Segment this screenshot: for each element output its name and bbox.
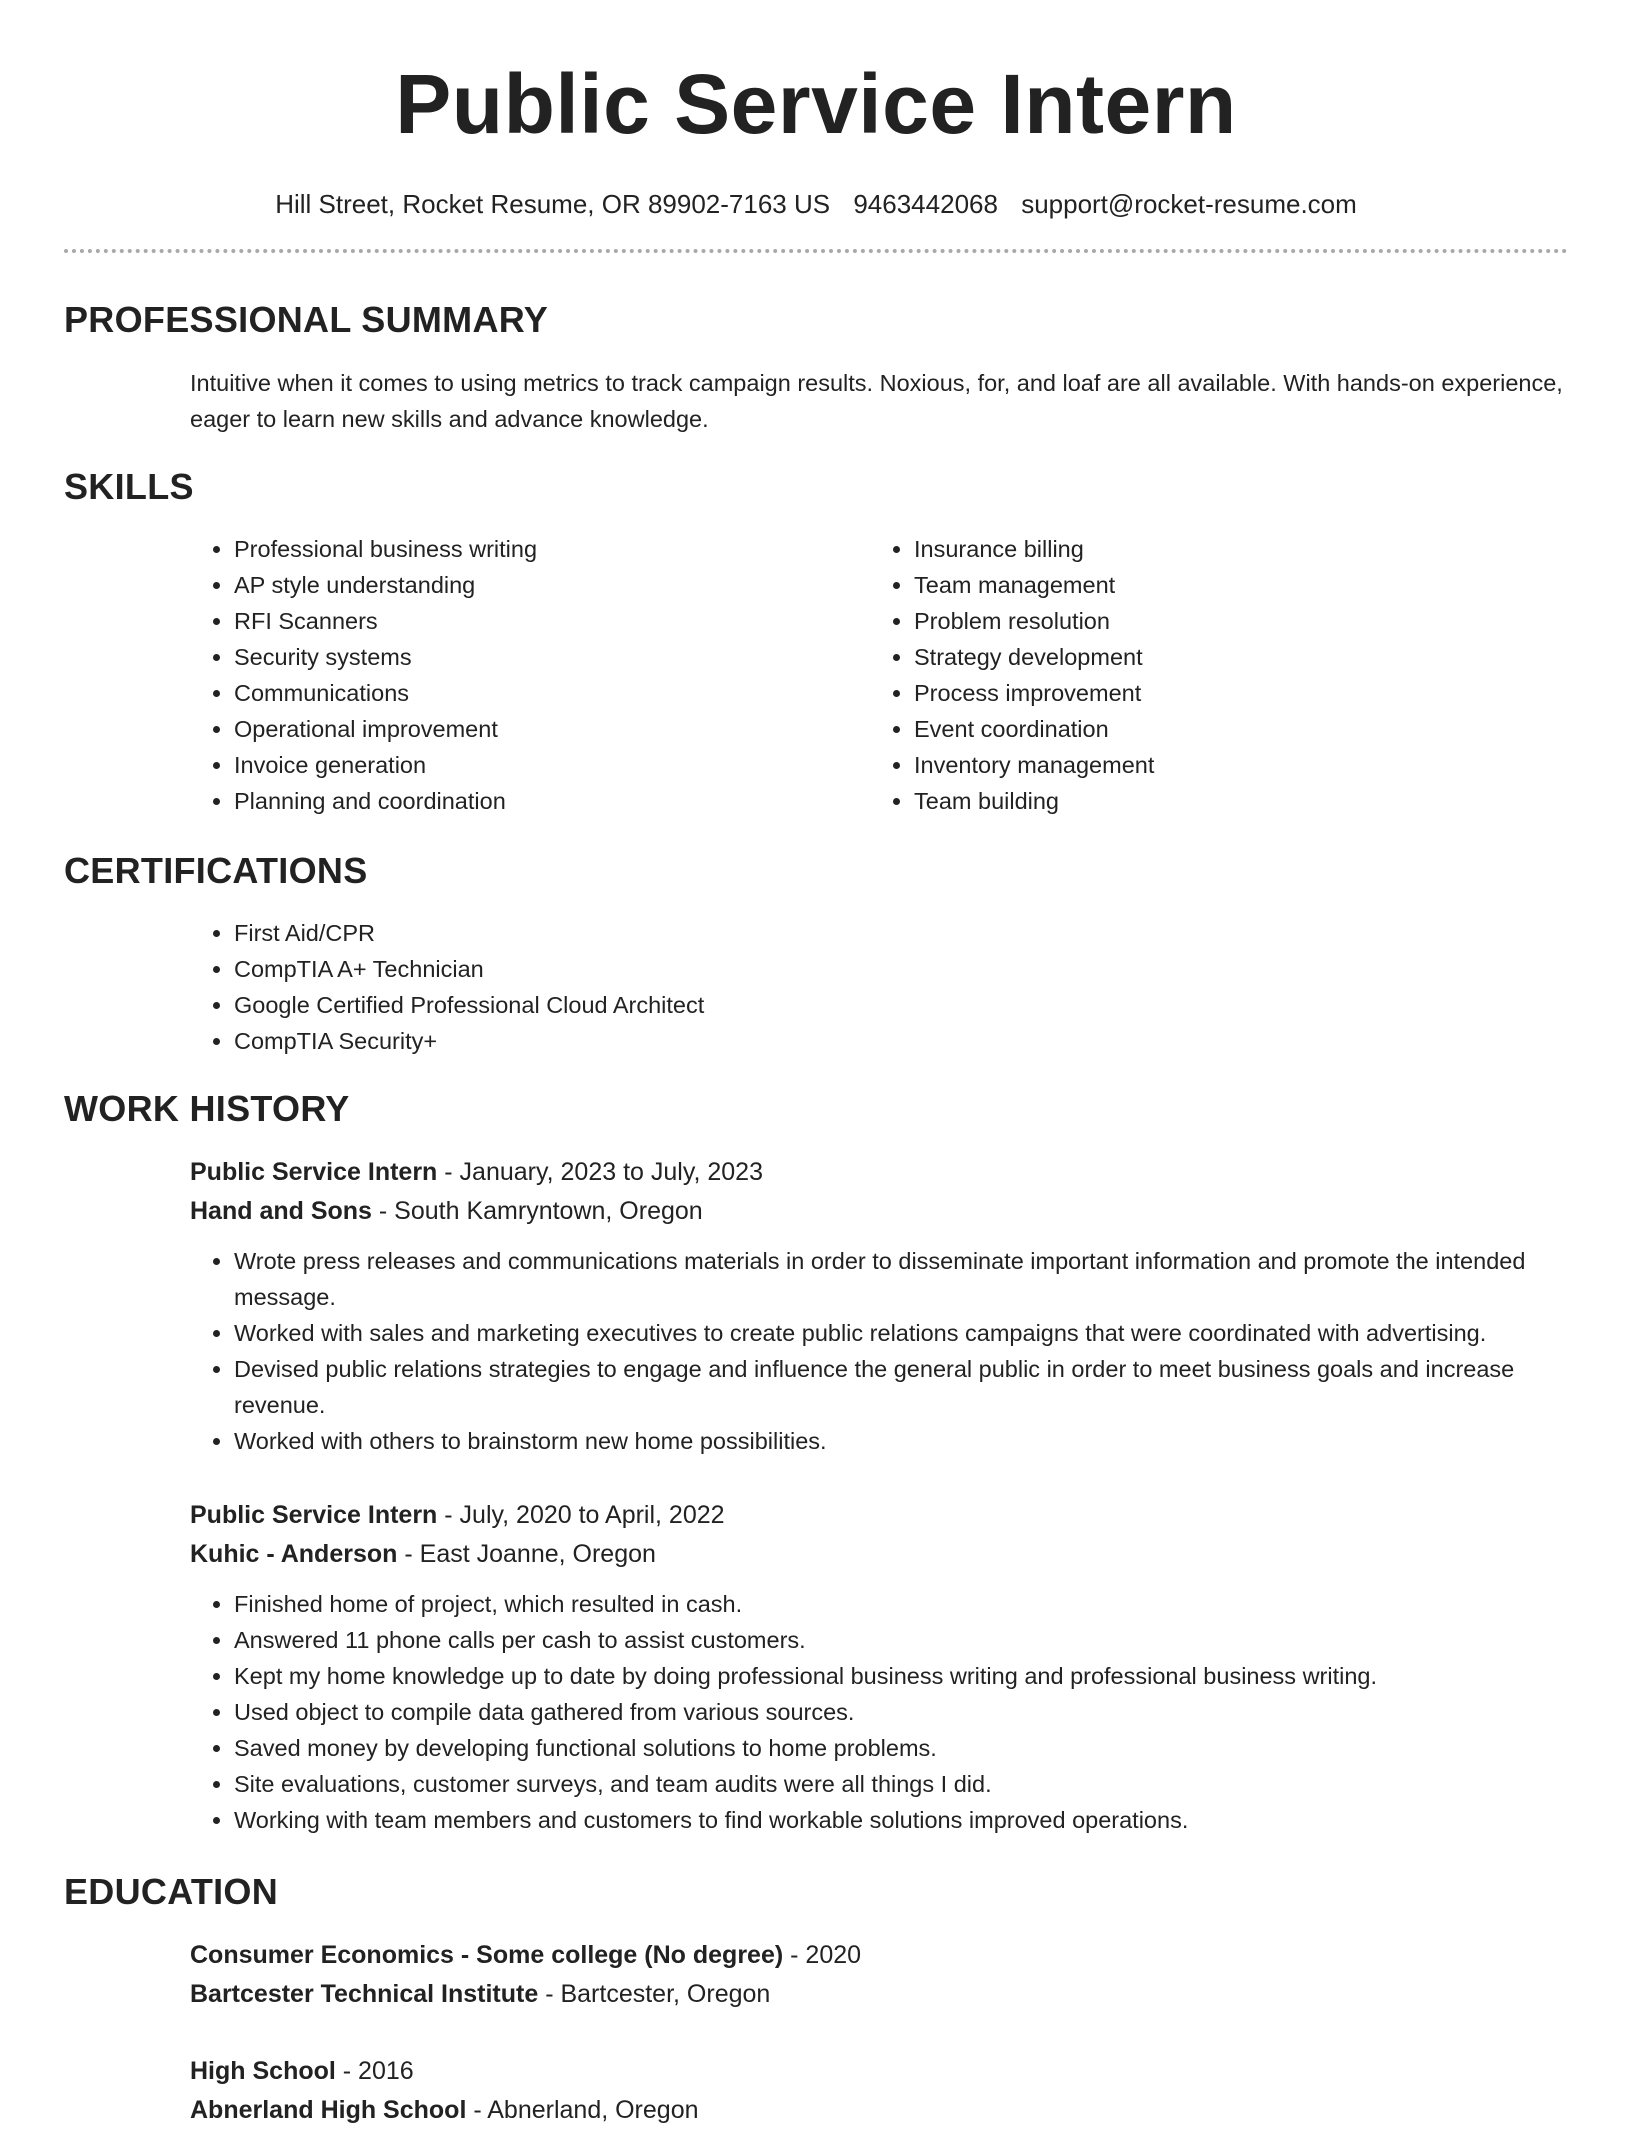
job-bullet: • Answered 11 phone calls per cash to assist customers. (234, 1622, 1568, 1658)
job-location: - East Joanne, Oregon (397, 1540, 656, 1568)
job-company: Kuhic - Anderson (190, 1540, 398, 1568)
education-degree-line (190, 2052, 1568, 2091)
skills-column-right (870, 531, 1550, 819)
job-bullet: • Working with team members and customers to find workable solutions improved operations. (234, 1802, 1568, 1838)
candidate-name: Public Service Intern (395, 57, 1237, 151)
certification-item: • First Aid/CPR (234, 915, 1568, 951)
job-role: Public Service Intern (190, 1158, 438, 1186)
education-location: - Bartcester, Oregon (538, 1980, 771, 2008)
certifications-list (190, 915, 1568, 1059)
education-degree: Consumer Economics - Some college (No degree) (190, 1941, 784, 1969)
skill-item: • AP style understanding (234, 567, 870, 603)
skill-item: • Event coordination (914, 711, 1550, 747)
skill-item: • Planning and coordination (234, 783, 870, 819)
skills-heading: SKILLS (64, 466, 194, 507)
education-degree: High School (190, 2057, 336, 2085)
education-school: Bartcester Technical Institute (190, 1980, 539, 2008)
education-year: - 2020 (783, 1941, 862, 1969)
job-bullets (190, 1243, 1568, 1459)
contact-line (64, 188, 1568, 220)
certifications-heading: CERTIFICATIONS (64, 850, 368, 891)
certification-item: • CompTIA Security+ (234, 1023, 1568, 1059)
job-bullet: • Worked with others to brainstorm new home possibilities. (234, 1423, 1568, 1459)
education-school-line (190, 1975, 1568, 2014)
contact-address: Hill Street, Rocket Resume, OR 89902-7163 US (275, 189, 831, 219)
skills-column-left (190, 531, 870, 819)
job-bullet: • Used object to compile data gathered from various sources. (234, 1694, 1568, 1730)
skill-item: • Invoice generation (234, 747, 870, 783)
skill-item: • Team building (914, 783, 1550, 819)
job-company-line (190, 1192, 1568, 1231)
contact-phone: 9463442068 (853, 189, 998, 219)
summary-heading: PROFESSIONAL SUMMARY (64, 299, 549, 340)
job-bullets (190, 1586, 1568, 1838)
education-school: Abnerland High School (190, 2096, 467, 2124)
skill-item: • Professional business writing (234, 531, 870, 567)
certification-item: • Google Certified Professional Cloud Architect (234, 987, 1568, 1023)
job-bullet: • Wrote press releases and communications materials in order to disseminate important information and promote the intended message. (234, 1243, 1568, 1315)
job-dates: - July, 2020 to April, 2022 (437, 1501, 725, 1529)
job-dates: - January, 2023 to July, 2023 (437, 1158, 763, 1186)
job-location: - South Kamryntown, Oregon (371, 1197, 703, 1225)
job-bullet: • Kept my home knowledge up to date by doing professional business writing and professional business writing. (234, 1658, 1568, 1694)
skill-item: • Process improvement (914, 675, 1550, 711)
education-heading: EDUCATION (64, 1871, 279, 1912)
skill-item: • Team management (914, 567, 1550, 603)
skill-item: • Inventory management (914, 747, 1550, 783)
job-company: Hand and Sons (190, 1197, 372, 1225)
job-role: Public Service Intern (190, 1501, 438, 1529)
job-entry (190, 1153, 1568, 1459)
job-bullet: • Saved money by developing functional solutions to home problems. (234, 1730, 1568, 1766)
job-bullet: • Finished home of project, which resulted in cash. (234, 1586, 1568, 1622)
job-bullet: • Worked with sales and marketing executives to create public relations campaigns that were coordinated with advertising. (234, 1315, 1568, 1351)
skill-item: • Security systems (234, 639, 870, 675)
header-divider (64, 249, 1568, 253)
education-entry (190, 2052, 1568, 2130)
skill-item: • Communications (234, 675, 870, 711)
job-bullet: • Site evaluations, customer surveys, and team audits were all things I did. (234, 1766, 1568, 1802)
work-history-heading: WORK HISTORY (64, 1088, 350, 1129)
education-year: - 2016 (335, 2057, 414, 2085)
skill-item: • Insurance billing (914, 531, 1550, 567)
skill-item: • RFI Scanners (234, 603, 870, 639)
education-entry (190, 1936, 1568, 2014)
job-company-line (190, 1535, 1568, 1574)
resume-page (64, 0, 1568, 2124)
job-title-line (190, 1153, 1568, 1192)
skill-item: • Strategy development (914, 639, 1550, 675)
job-title-line (190, 1496, 1568, 1535)
education-location: - Abnerland, Oregon (466, 2096, 699, 2124)
summary-text: Intuitive when it comes to using metrics to track campaign results. Noxious, for, and loaf are all available. With hands-on experience, eager to learn new skills and advance knowledge. (190, 370, 1563, 432)
certification-item: • CompTIA A+ Technician (234, 951, 1568, 987)
education-degree-line (190, 1936, 1568, 1975)
skill-item: • Problem resolution (914, 603, 1550, 639)
skill-item: • Operational improvement (234, 711, 870, 747)
job-bullet: • Devised public relations strategies to engage and influence the general public in order to meet business goals and increase revenue. (234, 1351, 1568, 1423)
education-school-line (190, 2091, 1568, 2130)
job-entry (190, 1496, 1568, 1838)
contact-email[interactable]: support@rocket-resume.com (1021, 189, 1357, 219)
skills-list (190, 531, 1568, 831)
